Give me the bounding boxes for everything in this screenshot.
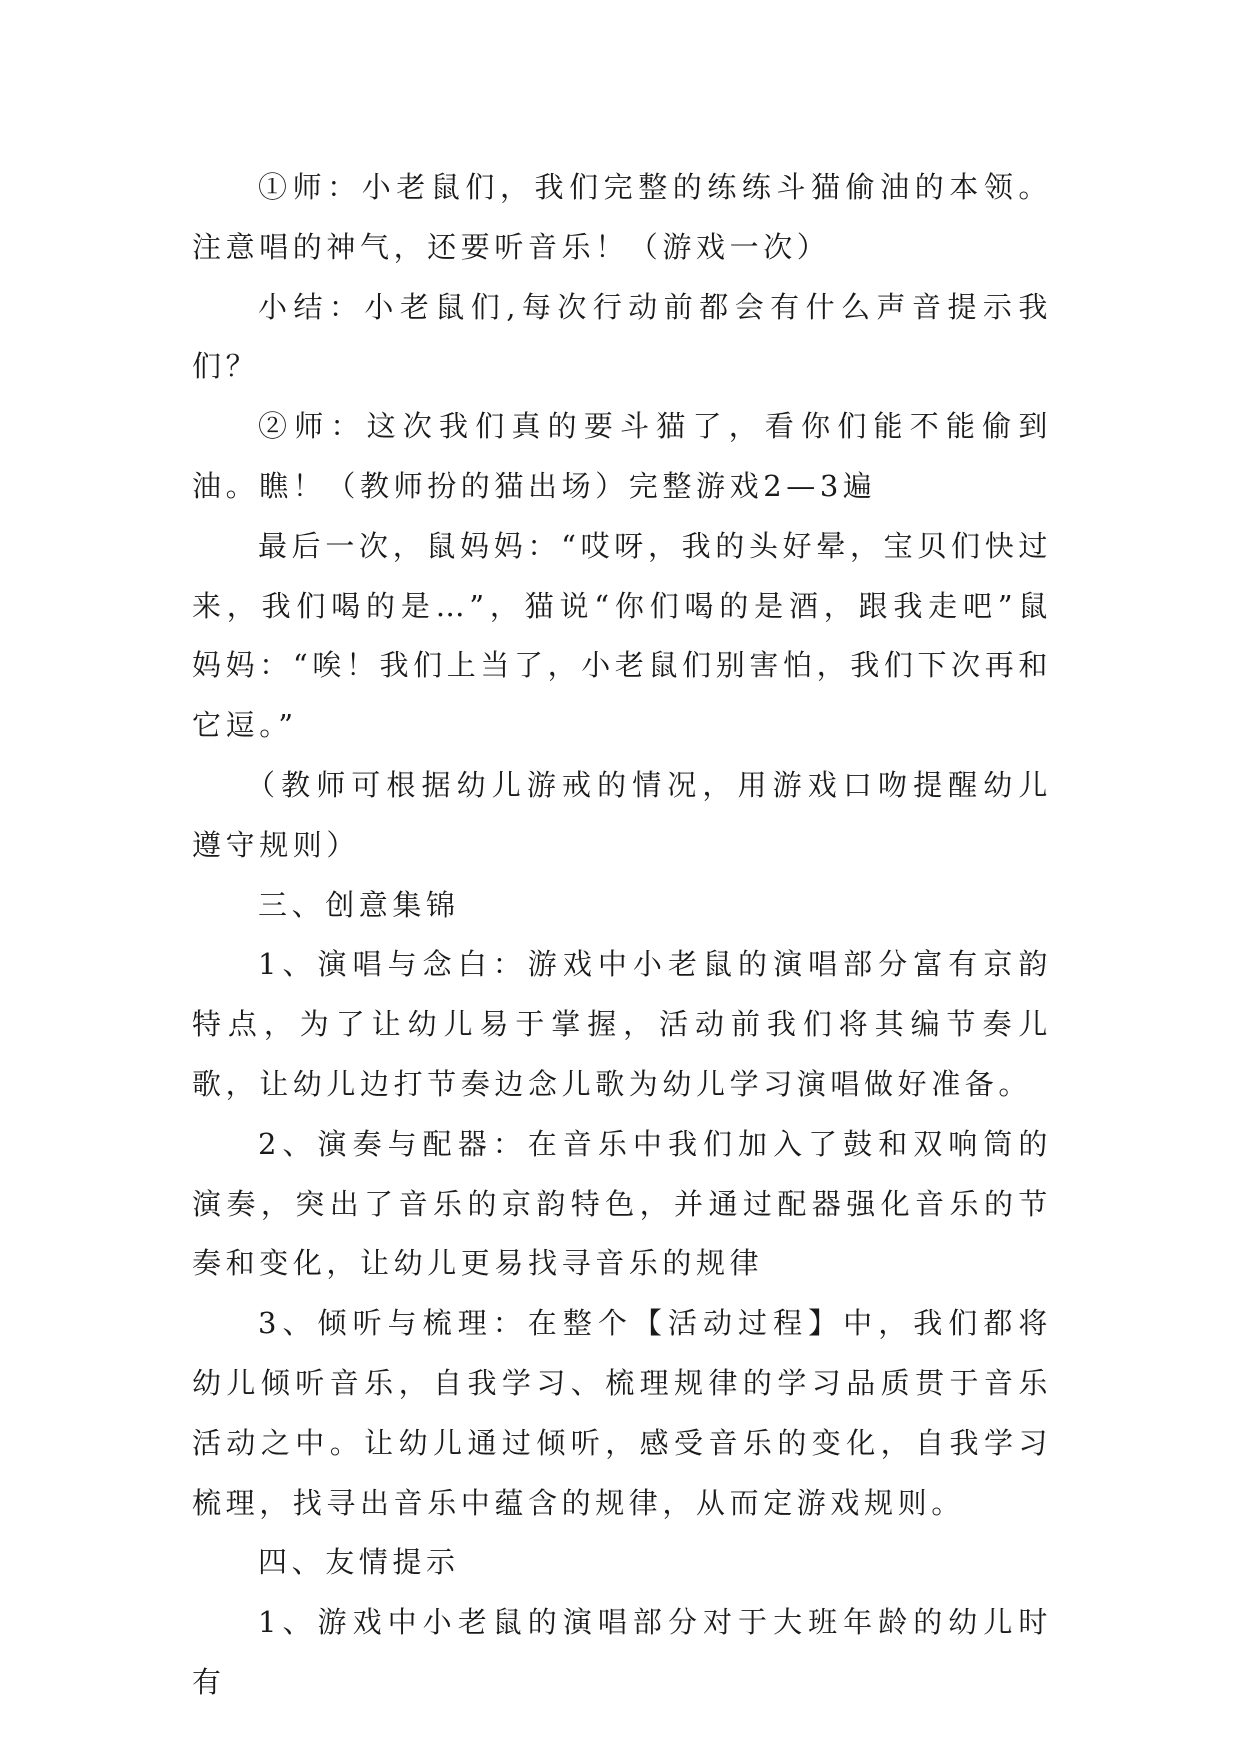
paragraph-teacher-instruction-2: ②师：这次我们真的要斗猫了，看你们能不能偷到油。瞧！（教师扮的猫出场）完整游戏2—3遍: [192, 409, 1052, 503]
paragraph-listening-and-sorting: 3、倾听与梳理：在整个【活动过程】中，我们都将幼儿倾听音乐，自我学习、梳理规律的学习品质贯于音乐活动之中。让幼儿通过倾听，感受音乐的变化，自我学习梳理，找寻出音乐中蕴含的规律，从而定游戏规则。: [192, 1306, 1052, 1520]
paragraph-final-round: 最后一次，鼠妈妈：“哎呀，我的头好晕，宝贝们快过来，我们喝的是…”，猫说“你们喝的是酒，跟我走吧”鼠妈妈：“唉！我们上当了，小老鼠们别害怕，我们下次再和它逗。”: [192, 528, 1052, 743]
paragraph-summary: 小结：小老鼠们,每次行动前都会有什么声音提示我们？: [192, 289, 1052, 384]
paragraph-teacher-instruction-1: ①师：小老鼠们，我们完整的练练斗猫偷油的本领。注意唱的神气，还要听音乐！（游戏一次）: [192, 170, 1052, 264]
paragraph-singing-and-recitation: 1、演唱与念白：游戏中小老鼠的演唱部分富有京韵特点，为了让幼儿易于掌握，活动前我们将其编节奏儿歌，让幼儿边打节奏边念儿歌为幼儿学习演唱做好准备。: [192, 947, 1052, 1101]
paragraph-tip-1: 1、游戏中小老鼠的演唱部分对于大班年龄的幼儿时有: [192, 1605, 1052, 1699]
document-body: [192, 158, 1052, 1713]
paragraph-performance-and-instrumentation: 2、演奏与配器：在音乐中我们加入了鼓和双响筒的演奏，突出了音乐的京韵特色，并通过配器强化音乐的节奏和变化，让幼儿更易找寻音乐的规律: [192, 1126, 1052, 1281]
section-heading-friendly-tips: 四、友情提示: [258, 1545, 460, 1580]
section-heading-creative-collection: 三、创意集锦: [258, 887, 460, 922]
paragraph-teacher-note: （教师可根据幼儿游戒的情况，用游戏口吻提醒幼儿遵守规则）: [192, 767, 1052, 862]
